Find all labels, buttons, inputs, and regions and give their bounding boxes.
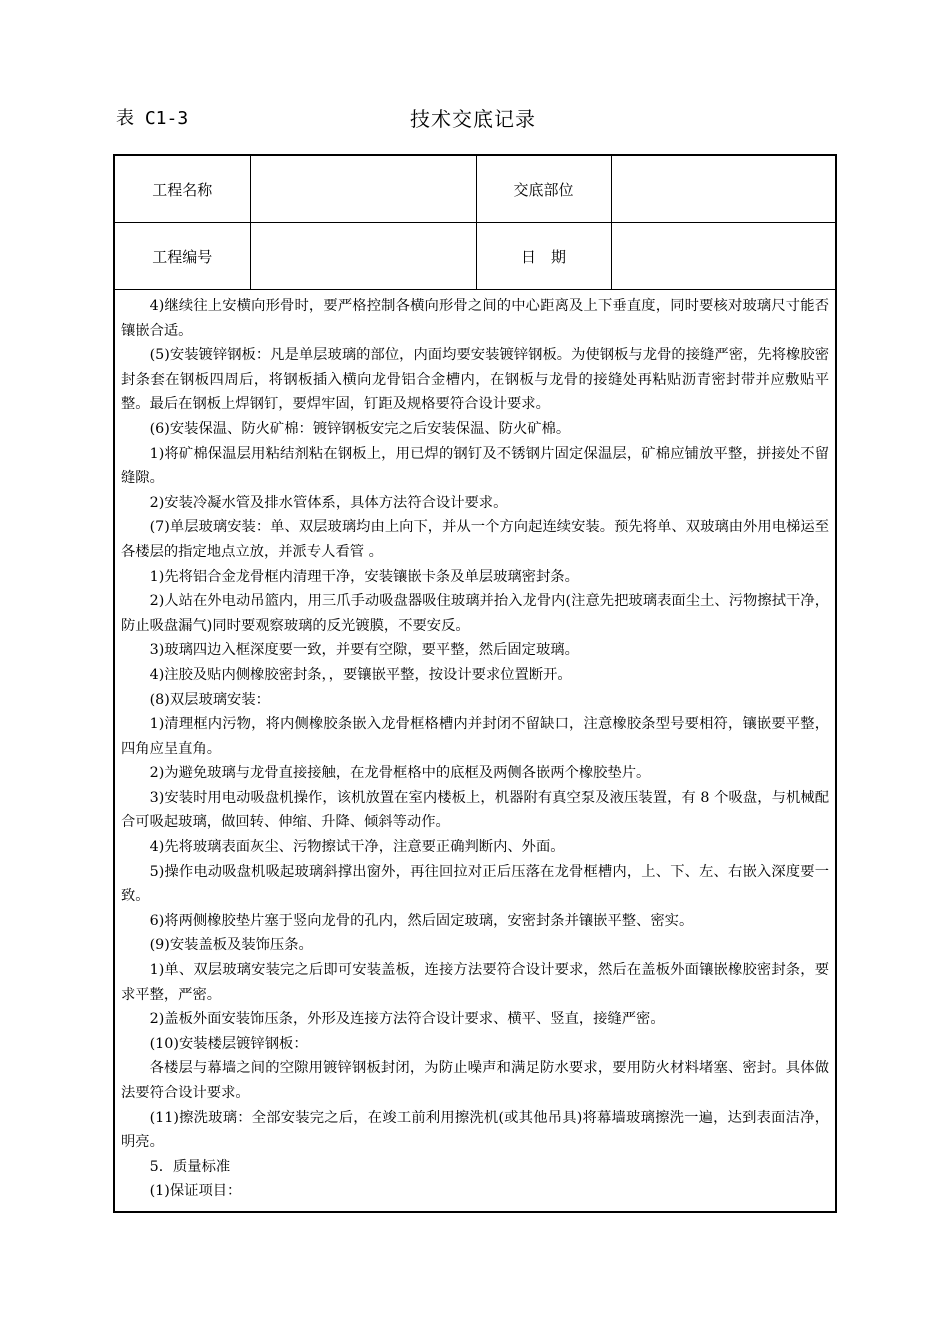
paragraph: 5)操作电动吸盘机吸起玻璃斜撑出窗外，再往回拉对正后压落在龙骨框槽内，上、下、左、右嵌入深度要一致。 [121, 863, 829, 905]
paragraph: (5)安装镀锌钢板：凡是单层玻璃的部位，内面均要安装镀锌钢板。为使钢板与龙骨的接缝严密，先将橡胶密封条套在钢板四周后，将钢板插入横向龙骨铝合金槽内，在钢板与龙骨的接缝处再粘贴沥青密封带并应敷贴平整。最后在钢板上焊钢钉，要焊牢固，钉距及规格要符合设计要求。 [121, 347, 829, 413]
paragraph: 3)安装时用电动吸盘机操作，该机放置在室内楼板上，机器附有真空泵及液压装置，有 8 个吸盘，与机械配合可吸起玻璃，做回转、伸缩、升降、倾斜等动作。 [121, 789, 829, 831]
paragraph: 2)盖板外面安装饰压条，外形及连接方法符合设计要求、横平、竖直，接缝严密。 [149, 1011, 665, 1028]
project-name-label: 工程名称 [115, 156, 250, 223]
paragraph: 2)为避免玻璃与龙骨直接接触，在龙骨框格中的底框及两侧各嵌两个橡胶垫片。 [149, 765, 651, 782]
paragraph: (11)擦洗玻璃：全部安装完之后，在竣工前利用擦洗机(或其他吊具)将幕墙玻璃擦洗一遍，达到表面洁净，明亮。 [121, 1109, 829, 1151]
paragraph: (6)安装保温、防火矿棉：镀锌钢板安完之后安装保温、防火矿棉。 [149, 420, 571, 437]
paragraph: 5．质量标准 [149, 1158, 231, 1175]
paragraph: 各楼层与幕墙之间的空隙用镀锌钢板封闭，为防止噪声和满足防水要求，要用防火材料堵塞、密封。具体做法要符合设计要求。 [121, 1060, 829, 1101]
date-label: 日 期 [476, 223, 611, 290]
location-field[interactable] [611, 156, 835, 223]
document-title: 技术交底记录 [410, 107, 536, 131]
paragraph: 3)玻璃四边入框深度要一致，并要有空隙，要平整，然后固定玻璃。 [149, 642, 579, 659]
paragraph: 2)安装冷凝水管及排水管体系，具体方法符合设计要求。 [149, 494, 508, 511]
paragraph: (9)安装盖板及装饰压条。 [149, 937, 313, 954]
paragraph: 1)将矿棉保温层用粘结剂粘在钢板上，用已焊的钢钉及不锈钢片固定保温层，矿棉应铺放平整，拼接处不留缝隙。 [121, 445, 829, 487]
paragraph: 4)注胶及贴内侧橡胶密封条，，要镶嵌平整，按设计要求位置断开。 [149, 666, 572, 683]
project-no-label: 工程编号 [115, 223, 250, 290]
paragraph: 2)人站在外电动吊篮内，用三爪手动吸盘器吸住玻璃并抬入龙骨内(注意先把玻璃表面尘土、污物擦拭干净，防止吸盘漏气)同时要观察玻璃的反光镀膜，不要安反。 [121, 593, 829, 634]
location-label: 交底部位 [476, 156, 611, 223]
form-code: 表 C1-3 [116, 108, 189, 129]
paragraph: (1)保证项目： [149, 1183, 242, 1200]
paragraph: 4)继续往上安横向形骨时，要严格控制各横向形骨之间的中心距离及上下垂直度，同时要核对玻璃尺寸能否镶嵌合适。 [121, 298, 829, 339]
date-field[interactable] [611, 223, 835, 290]
project-no-field[interactable] [250, 223, 476, 290]
paragraph: 6)将两侧橡胶垫片塞于竖向龙骨的孔内，然后固定玻璃，安密封条并镶嵌平整、密实。 [149, 912, 694, 929]
paragraph: (8)双层玻璃安装： [149, 691, 270, 708]
paragraph: (10)安装楼层镀锌钢板： [149, 1035, 308, 1052]
project-info-table [115, 156, 835, 290]
paragraph: 1)先将铝合金龙骨框内清理干净，安装镶嵌卡条及单层玻璃密封条。 [149, 568, 579, 585]
paragraph: (7)单层玻璃安装：单、双层玻璃均由上向下，并从一个方向起连续安装。预先将单、双玻璃由外用电梯运至各楼层的指定地点立放，并派专人看管 。 [121, 519, 829, 560]
project-name-field[interactable] [250, 156, 476, 223]
disclosure-content [121, 294, 829, 1211]
table-row [115, 223, 835, 290]
paragraph: 1)清理框内污物，将内侧橡胶条嵌入龙骨框格槽内并封闭不留缺口，注意橡胶条型号要相符，镶嵌要平整，四角应呈直角。 [121, 716, 829, 757]
record-frame [113, 154, 837, 1213]
table-row [115, 156, 835, 223]
paragraph: 4)先将玻璃表面灰尘、污物擦试干净，注意要正确判断内、外面。 [149, 839, 565, 856]
paragraph: 1)单、双层玻璃安装完之后即可安装盖板，连接方法要符合设计要求，然后在盖板外面镶嵌橡胶密封条，要求平整，严密。 [121, 962, 829, 1003]
